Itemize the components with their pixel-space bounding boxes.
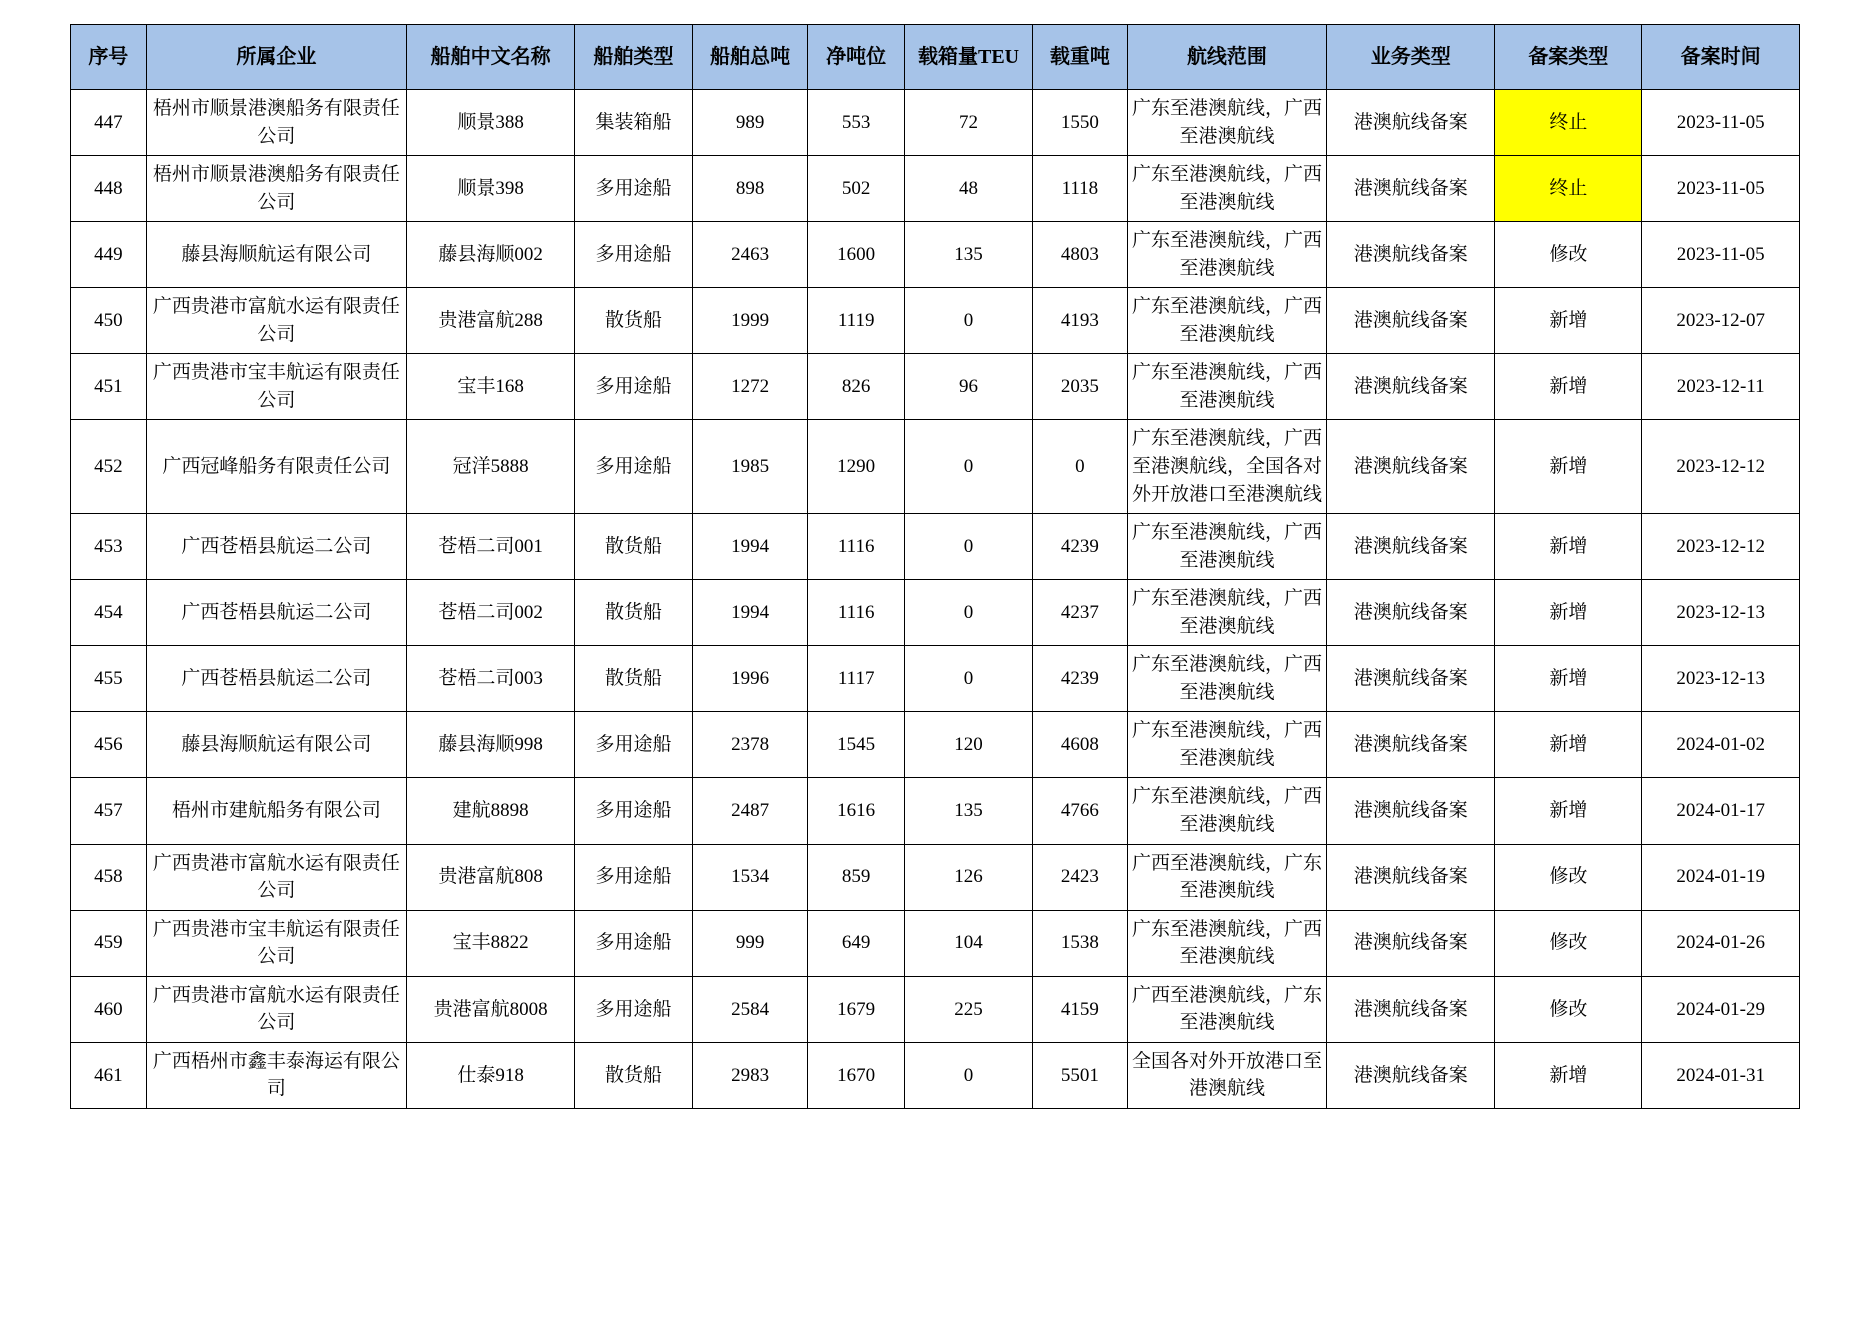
cell-teu: 0: [904, 514, 1032, 580]
cell-business-type: 港澳航线备案: [1327, 222, 1495, 288]
cell-net-tonnage: 1119: [808, 288, 905, 354]
cell-company: 广西苍梧县航运二公司: [146, 580, 407, 646]
cell-record-date: 2023-12-12: [1642, 514, 1800, 580]
cell-net-tonnage: 1117: [808, 646, 905, 712]
cell-record-type: 新增: [1495, 288, 1642, 354]
cell-company: 梧州市顺景港澳船务有限责任公司: [146, 156, 407, 222]
cell-business-type: 港澳航线备案: [1327, 420, 1495, 514]
cell-ship-type: 多用途船: [575, 156, 693, 222]
cell-teu: 0: [904, 580, 1032, 646]
cell-ship-name: 贵港富航8008: [407, 976, 575, 1042]
column-header-route: 航线范围: [1127, 25, 1327, 90]
cell-ship-type: 多用途船: [575, 910, 693, 976]
cell-gross-tonnage: 1996: [692, 646, 808, 712]
cell-route: 广西至港澳航线，广东至港澳航线: [1127, 976, 1327, 1042]
cell-gross-tonnage: 1999: [692, 288, 808, 354]
cell-teu: 135: [904, 222, 1032, 288]
cell-index: 452: [71, 420, 147, 514]
cell-gross-tonnage: 989: [692, 90, 808, 156]
cell-record-date: 2024-01-29: [1642, 976, 1800, 1042]
cell-index: 454: [71, 580, 147, 646]
cell-company: 广西贵港市富航水运有限责任公司: [146, 844, 407, 910]
cell-route: 广西至港澳航线，广东至港澳航线: [1127, 844, 1327, 910]
cell-business-type: 港澳航线备案: [1327, 580, 1495, 646]
cell-route: 广东至港澳航线，广西至港澳航线: [1127, 910, 1327, 976]
cell-business-type: 港澳航线备案: [1327, 778, 1495, 844]
table-header: [71, 25, 1800, 90]
column-header-business-type: 业务类型: [1327, 25, 1495, 90]
cell-index: 455: [71, 646, 147, 712]
cell-teu: 0: [904, 1042, 1032, 1108]
cell-business-type: 港澳航线备案: [1327, 976, 1495, 1042]
table-row: [71, 1042, 1800, 1108]
column-header-ship-type: 船舶类型: [575, 25, 693, 90]
cell-teu: 135: [904, 778, 1032, 844]
table-body: [71, 90, 1800, 1109]
cell-record-type: 终止: [1495, 156, 1642, 222]
table-row: [71, 514, 1800, 580]
cell-ship-type: 多用途船: [575, 778, 693, 844]
cell-gross-tonnage: 1994: [692, 580, 808, 646]
table-row: [71, 156, 1800, 222]
cell-company: 广西苍梧县航运二公司: [146, 646, 407, 712]
cell-net-tonnage: 502: [808, 156, 905, 222]
cell-ship-type: 多用途船: [575, 420, 693, 514]
cell-route: 全国各对外开放港口至港澳航线: [1127, 1042, 1327, 1108]
cell-ship-name: 贵港富航808: [407, 844, 575, 910]
cell-record-date: 2023-11-05: [1642, 222, 1800, 288]
cell-record-date: 2023-12-11: [1642, 354, 1800, 420]
cell-teu: 104: [904, 910, 1032, 976]
table-row: [71, 354, 1800, 420]
cell-business-type: 港澳航线备案: [1327, 1042, 1495, 1108]
cell-ship-name: 顺景388: [407, 90, 575, 156]
cell-record-type: 终止: [1495, 90, 1642, 156]
cell-index: 456: [71, 712, 147, 778]
cell-index: 447: [71, 90, 147, 156]
column-header-dwt: 载重吨: [1033, 25, 1128, 90]
cell-business-type: 港澳航线备案: [1327, 514, 1495, 580]
cell-teu: 126: [904, 844, 1032, 910]
cell-route: 广东至港澳航线，广西至港澳航线: [1127, 354, 1327, 420]
table-row: [71, 288, 1800, 354]
cell-gross-tonnage: 999: [692, 910, 808, 976]
table-row: [71, 712, 1800, 778]
cell-record-type: 新增: [1495, 354, 1642, 420]
cell-ship-type: 多用途船: [575, 222, 693, 288]
cell-ship-type: 散货船: [575, 646, 693, 712]
cell-record-type: 新增: [1495, 712, 1642, 778]
cell-dwt: 1550: [1033, 90, 1128, 156]
cell-index: 460: [71, 976, 147, 1042]
cell-route: 广东至港澳航线，广西至港澳航线: [1127, 222, 1327, 288]
cell-record-type: 修改: [1495, 976, 1642, 1042]
cell-company: 广西苍梧县航运二公司: [146, 514, 407, 580]
cell-net-tonnage: 1600: [808, 222, 905, 288]
cell-ship-name: 宝丰8822: [407, 910, 575, 976]
cell-dwt: 4766: [1033, 778, 1128, 844]
cell-record-date: 2024-01-26: [1642, 910, 1800, 976]
cell-record-date: 2023-12-12: [1642, 420, 1800, 514]
table-row: [71, 976, 1800, 1042]
cell-teu: 0: [904, 420, 1032, 514]
cell-record-date: 2023-12-07: [1642, 288, 1800, 354]
cell-record-type: 新增: [1495, 580, 1642, 646]
cell-gross-tonnage: 1994: [692, 514, 808, 580]
cell-net-tonnage: 859: [808, 844, 905, 910]
cell-record-type: 新增: [1495, 514, 1642, 580]
cell-index: 459: [71, 910, 147, 976]
cell-record-date: 2023-12-13: [1642, 580, 1800, 646]
cell-record-date: 2024-01-19: [1642, 844, 1800, 910]
cell-index: 457: [71, 778, 147, 844]
cell-teu: 72: [904, 90, 1032, 156]
cell-business-type: 港澳航线备案: [1327, 910, 1495, 976]
cell-ship-name: 藤县海顺002: [407, 222, 575, 288]
cell-route: 广东至港澳航线，广西至港澳航线: [1127, 580, 1327, 646]
cell-dwt: 4239: [1033, 514, 1128, 580]
cell-record-type: 修改: [1495, 222, 1642, 288]
cell-company: 广西贵港市宝丰航运有限责任公司: [146, 354, 407, 420]
cell-business-type: 港澳航线备案: [1327, 90, 1495, 156]
cell-ship-name: 冠洋5888: [407, 420, 575, 514]
cell-ship-type: 集装箱船: [575, 90, 693, 156]
cell-net-tonnage: 1670: [808, 1042, 905, 1108]
column-header-ship-name: 船舶中文名称: [407, 25, 575, 90]
cell-business-type: 港澳航线备案: [1327, 844, 1495, 910]
cell-gross-tonnage: 1985: [692, 420, 808, 514]
cell-gross-tonnage: 898: [692, 156, 808, 222]
cell-company: 梧州市顺景港澳船务有限责任公司: [146, 90, 407, 156]
cell-ship-type: 散货船: [575, 288, 693, 354]
cell-dwt: 4608: [1033, 712, 1128, 778]
cell-dwt: 2035: [1033, 354, 1128, 420]
cell-record-date: 2023-11-05: [1642, 156, 1800, 222]
cell-dwt: 5501: [1033, 1042, 1128, 1108]
cell-net-tonnage: 1545: [808, 712, 905, 778]
cell-route: 广东至港澳航线，广西至港澳航线: [1127, 778, 1327, 844]
cell-company: 广西贵港市宝丰航运有限责任公司: [146, 910, 407, 976]
column-header-net-tonnage: 净吨位: [808, 25, 905, 90]
cell-company: 广西贵港市富航水运有限责任公司: [146, 288, 407, 354]
cell-teu: 0: [904, 646, 1032, 712]
cell-route: 广东至港澳航线，广西至港澳航线，全国各对外开放港口至港澳航线: [1127, 420, 1327, 514]
cell-company: 藤县海顺航运有限公司: [146, 222, 407, 288]
cell-ship-name: 苍梧二司003: [407, 646, 575, 712]
cell-record-type: 新增: [1495, 778, 1642, 844]
cell-ship-type: 散货船: [575, 514, 693, 580]
cell-net-tonnage: 1116: [808, 580, 905, 646]
cell-gross-tonnage: 2378: [692, 712, 808, 778]
cell-company: 广西梧州市鑫丰泰海运有限公司: [146, 1042, 407, 1108]
cell-index: 458: [71, 844, 147, 910]
table-row: [71, 580, 1800, 646]
cell-teu: 225: [904, 976, 1032, 1042]
cell-ship-type: 多用途船: [575, 712, 693, 778]
cell-gross-tonnage: 2983: [692, 1042, 808, 1108]
cell-ship-name: 藤县海顺998: [407, 712, 575, 778]
table-row: [71, 90, 1800, 156]
cell-dwt: 2423: [1033, 844, 1128, 910]
cell-ship-name: 顺景398: [407, 156, 575, 222]
cell-gross-tonnage: 1272: [692, 354, 808, 420]
cell-teu: 96: [904, 354, 1032, 420]
cell-record-type: 修改: [1495, 844, 1642, 910]
cell-ship-name: 建航8898: [407, 778, 575, 844]
column-header-company: 所属企业: [146, 25, 407, 90]
cell-record-date: 2024-01-31: [1642, 1042, 1800, 1108]
cell-net-tonnage: 553: [808, 90, 905, 156]
cell-net-tonnage: 649: [808, 910, 905, 976]
column-header-index: 序号: [71, 25, 147, 90]
cell-record-date: 2023-11-05: [1642, 90, 1800, 156]
cell-net-tonnage: 1290: [808, 420, 905, 514]
ship-registration-table: [70, 24, 1800, 1109]
table-row: [71, 778, 1800, 844]
cell-dwt: 4239: [1033, 646, 1128, 712]
cell-net-tonnage: 1116: [808, 514, 905, 580]
table-row: [71, 910, 1800, 976]
cell-index: 449: [71, 222, 147, 288]
cell-business-type: 港澳航线备案: [1327, 712, 1495, 778]
cell-ship-name: 宝丰168: [407, 354, 575, 420]
column-header-teu: 载箱量TEU: [904, 25, 1032, 90]
cell-index: 461: [71, 1042, 147, 1108]
cell-route: 广东至港澳航线，广西至港澳航线: [1127, 156, 1327, 222]
cell-route: 广东至港澳航线，广西至港澳航线: [1127, 712, 1327, 778]
cell-business-type: 港澳航线备案: [1327, 288, 1495, 354]
cell-company: 广西冠峰船务有限责任公司: [146, 420, 407, 514]
cell-net-tonnage: 1616: [808, 778, 905, 844]
cell-dwt: 0: [1033, 420, 1128, 514]
cell-company: 藤县海顺航运有限公司: [146, 712, 407, 778]
table-row: [71, 222, 1800, 288]
cell-ship-type: 多用途船: [575, 844, 693, 910]
cell-route: 广东至港澳航线，广西至港澳航线: [1127, 514, 1327, 580]
cell-record-date: 2024-01-17: [1642, 778, 1800, 844]
cell-record-type: 新增: [1495, 420, 1642, 514]
cell-ship-type: 多用途船: [575, 354, 693, 420]
cell-gross-tonnage: 1534: [692, 844, 808, 910]
cell-route: 广东至港澳航线，广西至港澳航线: [1127, 288, 1327, 354]
cell-index: 448: [71, 156, 147, 222]
cell-route: 广东至港澳航线，广西至港澳航线: [1127, 90, 1327, 156]
cell-ship-type: 多用途船: [575, 976, 693, 1042]
cell-teu: 48: [904, 156, 1032, 222]
cell-ship-name: 贵港富航288: [407, 288, 575, 354]
cell-gross-tonnage: 2487: [692, 778, 808, 844]
cell-gross-tonnage: 2463: [692, 222, 808, 288]
cell-dwt: 4237: [1033, 580, 1128, 646]
cell-ship-name: 仕泰918: [407, 1042, 575, 1108]
cell-index: 450: [71, 288, 147, 354]
cell-business-type: 港澳航线备案: [1327, 354, 1495, 420]
cell-company: 梧州市建航船务有限公司: [146, 778, 407, 844]
cell-dwt: 4803: [1033, 222, 1128, 288]
cell-dwt: 4159: [1033, 976, 1128, 1042]
cell-gross-tonnage: 2584: [692, 976, 808, 1042]
cell-company: 广西贵港市富航水运有限责任公司: [146, 976, 407, 1042]
cell-dwt: 1538: [1033, 910, 1128, 976]
cell-ship-name: 苍梧二司001: [407, 514, 575, 580]
cell-record-type: 新增: [1495, 1042, 1642, 1108]
cell-index: 451: [71, 354, 147, 420]
column-header-gross-tonnage: 船舶总吨: [692, 25, 808, 90]
column-header-record-date: 备案时间: [1642, 25, 1800, 90]
table-row: [71, 420, 1800, 514]
cell-dwt: 4193: [1033, 288, 1128, 354]
cell-dwt: 1118: [1033, 156, 1128, 222]
cell-ship-name: 苍梧二司002: [407, 580, 575, 646]
cell-business-type: 港澳航线备案: [1327, 646, 1495, 712]
cell-record-type: 修改: [1495, 910, 1642, 976]
header-row: [71, 25, 1800, 90]
table-row: [71, 844, 1800, 910]
cell-teu: 0: [904, 288, 1032, 354]
cell-index: 453: [71, 514, 147, 580]
table-row: [71, 646, 1800, 712]
column-header-record-type: 备案类型: [1495, 25, 1642, 90]
cell-business-type: 港澳航线备案: [1327, 156, 1495, 222]
cell-record-date: 2024-01-02: [1642, 712, 1800, 778]
cell-record-date: 2023-12-13: [1642, 646, 1800, 712]
cell-ship-type: 散货船: [575, 1042, 693, 1108]
cell-route: 广东至港澳航线，广西至港澳航线: [1127, 646, 1327, 712]
cell-teu: 120: [904, 712, 1032, 778]
cell-net-tonnage: 1679: [808, 976, 905, 1042]
cell-net-tonnage: 826: [808, 354, 905, 420]
cell-ship-type: 散货船: [575, 580, 693, 646]
cell-record-type: 新增: [1495, 646, 1642, 712]
